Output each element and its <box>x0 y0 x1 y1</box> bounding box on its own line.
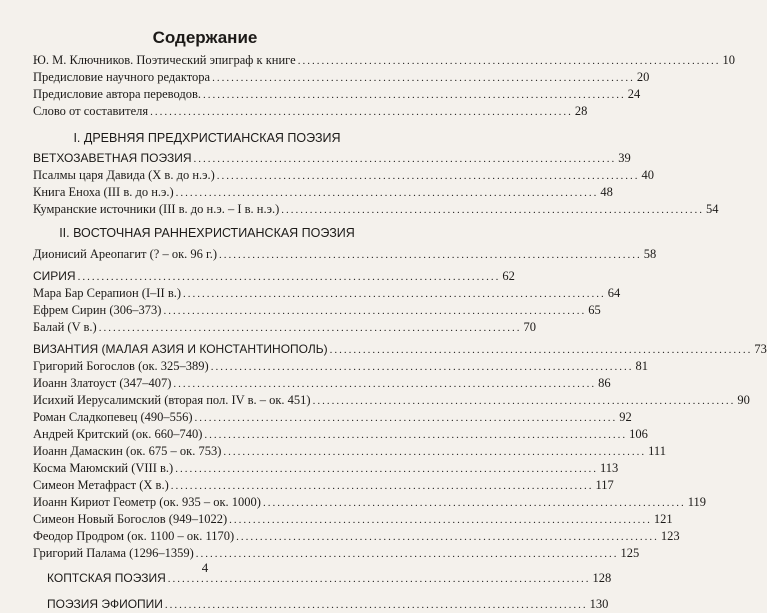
toc-entry-title: Мара Бар Серапион (I–II в.) <box>33 286 182 300</box>
toc-entry <box>33 375 611 391</box>
toc-entry-title: Андрей Критский (ок. 660–740) <box>33 427 203 441</box>
toc-entry-page: 130 <box>589 597 609 611</box>
leader-dots: ......................................................................................... <box>281 204 705 216</box>
toc-entry-page: 106 <box>629 427 648 441</box>
toc-entry-page: 10 <box>722 53 735 67</box>
toc-entry-title: Исихий Иерусалимский (вторая пол. IV в. – ок. 451) <box>33 393 311 407</box>
leader-dots: ......................................................................................... <box>163 305 587 317</box>
leader-dots: ......................................................................................... <box>204 429 628 441</box>
toc-entry-title: Григорий Палама (1296–1359) <box>33 546 194 560</box>
leader-dots: ......................................................................................... <box>297 55 721 67</box>
toc-entry-page: 86 <box>598 376 611 390</box>
toc-entry-title: Предисловие автора переводов. <box>33 87 201 101</box>
toc-entry-title: Книга Еноха (III в. до н.э.) <box>33 185 174 199</box>
toc-entry-title: Предисловие научного редактора <box>33 70 211 84</box>
section-heading: II. ВОСТОЧНАЯ РАННЕХРИСТИАНСКАЯ ПОЭЗИЯ <box>59 226 355 240</box>
toc-entry-page: 117 <box>595 478 614 492</box>
toc-entry <box>33 409 632 425</box>
toc-entry-page: 73 <box>754 342 767 356</box>
toc-entry <box>33 511 673 527</box>
toc-group-entry <box>33 341 767 357</box>
toc-entry-title: Иоанн Златоуст (347–407) <box>33 376 172 390</box>
toc-entry <box>33 246 657 262</box>
toc-entry-title: Феодор Продром (ок. 1100 – ок. 1170) <box>33 529 235 543</box>
toc-entry-page: 81 <box>635 359 648 373</box>
toc-entry-title: Роман Сладкопевец (490–556) <box>33 410 193 424</box>
toc-entry-page: 119 <box>687 495 707 509</box>
leader-dots: ......................................................................................... <box>329 344 753 356</box>
toc-entry <box>33 103 588 119</box>
leader-dots: ......................................................................................... <box>229 514 652 526</box>
toc-group-entry <box>33 596 609 612</box>
toc-entry-title: Балай (V в.) <box>33 320 97 334</box>
toc-entry-title: СИРИЯ <box>33 269 76 283</box>
toc-entry <box>33 392 750 408</box>
toc-entry <box>33 545 640 561</box>
toc-entry-page: 65 <box>588 303 601 317</box>
toc-entry-title: Псалмы царя Давида (X в. до н.э.) <box>33 168 215 182</box>
leader-dots: ......................................................................................... <box>175 463 598 475</box>
toc-entry-page: 24 <box>627 87 641 101</box>
toc-entry-page: 111 <box>648 444 666 458</box>
toc-entry-title: Слово от составителя <box>33 104 149 118</box>
toc-entry-title: Косма Маюмский (VIII в.) <box>33 461 174 475</box>
toc-entry <box>33 528 680 544</box>
toc-entry-title: Иоанн Дамаскин (ок. 675 – ок. 753) <box>33 444 222 458</box>
toc-entry-page: 58 <box>643 247 657 261</box>
page-number: 4 <box>201 560 209 575</box>
toc-entry-page: 92 <box>619 410 632 424</box>
leader-dots: ......................................................................................... <box>167 573 591 585</box>
toc-entry-page: 28 <box>574 104 588 118</box>
toc-entry-title: КОПТСКАЯ ПОЭЗИЯ <box>47 571 166 585</box>
toc-group-entry <box>33 150 631 166</box>
leader-dots: ......................................................................................... <box>173 378 597 390</box>
toc-entry-page: 121 <box>653 512 673 526</box>
toc-entry <box>33 477 614 493</box>
toc-entry <box>33 494 707 510</box>
toc-entry <box>33 443 666 459</box>
leader-dots: ......................................................................................... <box>210 361 634 373</box>
leader-dots: ......................................................................................... <box>312 395 736 407</box>
toc-entry-title: ВИЗАНТИЯ (МАЛАЯ АЗИЯ И КОНСТАНТИНОПОЛЬ) <box>33 342 328 356</box>
toc-entry-page: 64 <box>607 286 621 300</box>
toc-entry <box>33 426 648 442</box>
toc-entry-title: Симеон Новый Богослов (949–1022) <box>33 512 228 526</box>
leader-dots: ......................................................................................... <box>262 497 686 509</box>
leader-dots: ......................................................................................... <box>195 548 619 560</box>
leader-dots: ......................................................................................... <box>216 170 640 182</box>
toc-entry-title: Иоанн Кириот Геометр (ок. 935 – ок. 1000) <box>33 495 261 509</box>
toc-entry <box>33 167 655 183</box>
page-title: Содержание <box>152 28 258 47</box>
toc-entry-page: 90 <box>737 393 750 407</box>
leader-dots: ......................................................................................... <box>223 446 647 458</box>
leader-dots: ......................................................................................... <box>212 72 635 84</box>
toc-entry-page: 40 <box>641 168 655 182</box>
toc-entry <box>33 319 536 335</box>
toc-entry <box>33 86 641 102</box>
toc-entry-page: 128 <box>592 571 612 585</box>
toc-entry <box>33 52 735 68</box>
toc-entry-title: ПОЭЗИЯ ЭФИОПИИ <box>47 597 163 611</box>
toc-entry <box>33 69 650 85</box>
toc-entry <box>33 184 613 200</box>
toc-entry-page: 39 <box>618 151 631 165</box>
toc-group-entry <box>33 268 515 284</box>
toc-entry <box>33 302 601 318</box>
toc-entry-title: Ефрем Сирин (306–373) <box>33 303 162 317</box>
toc-entry <box>33 358 648 374</box>
leader-dots: ......................................................................................... <box>219 249 642 261</box>
toc-entry <box>33 201 719 217</box>
toc-entry-title: Кумранские источники (III в. до н.э. – I в. н.э.) <box>33 202 280 216</box>
toc-entry-title: ВЕТХОЗАВЕТНАЯ ПОЭЗИЯ <box>33 151 192 165</box>
leader-dots: ......................................................................................... <box>98 322 522 334</box>
toc-entry-page: 70 <box>523 320 536 334</box>
leader-dots: ......................................................................................... <box>175 187 599 199</box>
toc-entry <box>33 285 621 301</box>
toc-entry-page: 54 <box>706 202 719 216</box>
leader-dots: ......................................................................................... <box>203 89 626 101</box>
section-heading: I. ДРЕВНЯЯ ПРЕДХРИСТИАНСКАЯ ПОЭЗИЯ <box>73 131 341 145</box>
toc-entry-page: 113 <box>599 461 619 475</box>
leader-dots: ......................................................................................... <box>236 531 659 543</box>
leader-dots: ......................................................................................... <box>150 106 573 118</box>
leader-dots: ......................................................................................... <box>77 271 501 283</box>
toc-entry-title: Симеон Метафраст (X в.) <box>33 478 169 492</box>
toc-entry-page: 123 <box>660 529 680 543</box>
toc-entry <box>33 460 619 476</box>
toc-entry-title: Ю. М. Ключников. Поэтический эпиграф к книге <box>33 53 296 67</box>
toc-entry-title: Григорий Богослов (ок. 325–389) <box>33 359 209 373</box>
leader-dots: ......................................................................................... <box>170 480 594 492</box>
toc-entry-page: 20 <box>636 70 650 84</box>
leader-dots: ......................................................................................... <box>183 288 606 300</box>
toc-entry-page: 48 <box>600 185 613 199</box>
leader-dots: ......................................................................................... <box>194 412 618 424</box>
leader-dots: ......................................................................................... <box>193 153 617 165</box>
toc-entry-page: 62 <box>502 269 515 283</box>
toc-entry-title: Дионисий Ареопагит (? – ок. 96 г.) <box>33 247 218 261</box>
leader-dots: ......................................................................................... <box>164 599 588 611</box>
toc-entry-page: 125 <box>620 546 640 560</box>
